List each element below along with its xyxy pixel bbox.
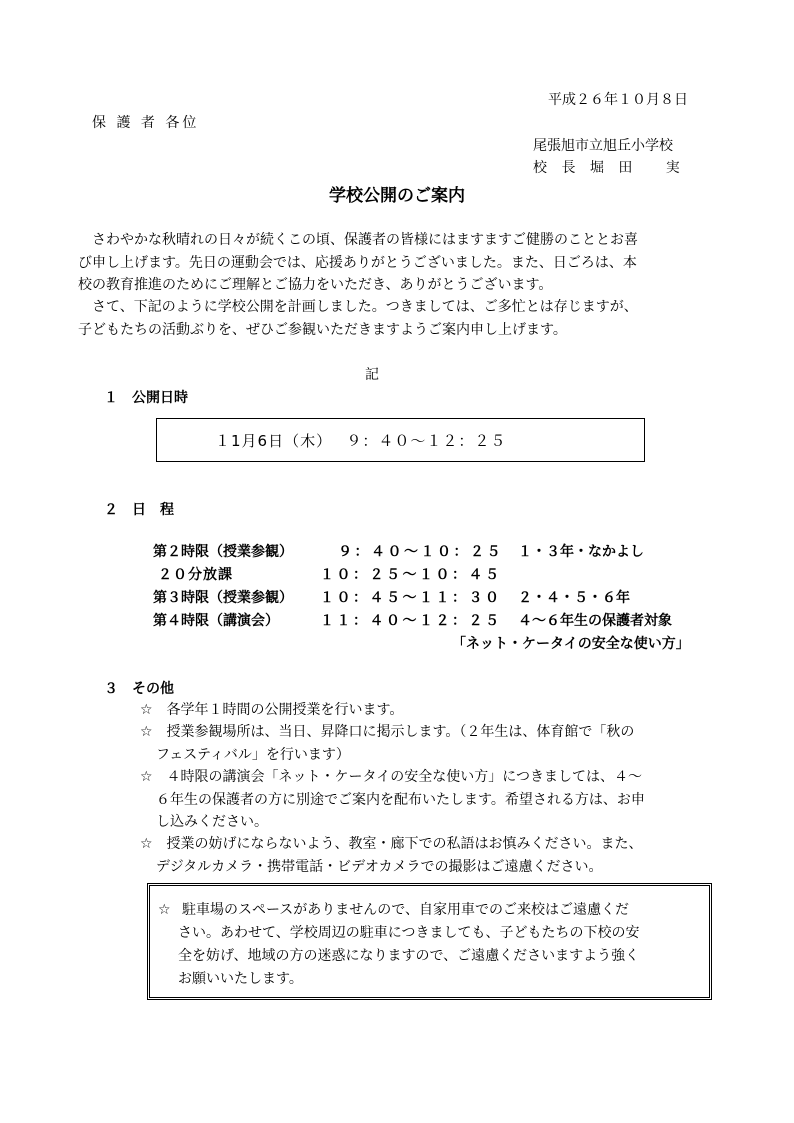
other-item bbox=[140, 721, 634, 766]
ki-marker: 記 bbox=[365, 367, 379, 383]
parking-notice-line: さい。あわせて、学校周辺の駐車につきましても、子どもたちの下校の安 bbox=[178, 925, 640, 941]
parking-notice-line: お願いいたします。 bbox=[178, 971, 303, 987]
schedule-target: ２・４・５・６年 bbox=[518, 590, 630, 606]
parking-notice-box bbox=[147, 883, 712, 1000]
other-item bbox=[140, 833, 643, 878]
schedule-time: １０：４５～１１：３０ bbox=[320, 590, 502, 606]
other-item-line: し込みください。 bbox=[156, 814, 268, 830]
schedule-period: 第３時限（授業参観） bbox=[153, 590, 293, 606]
addressee: 保 護 者 各位 bbox=[92, 115, 200, 131]
sender-school: 尾張旭市立旭丘小学校 bbox=[533, 138, 673, 154]
section-heading-other: ３ その他 bbox=[104, 681, 174, 697]
datetime-text: １1月6日（木） ９：４０～１２：２５ bbox=[215, 432, 507, 450]
schedule-period: 第２時限（授業参観） bbox=[153, 544, 293, 560]
intro-paragraph bbox=[78, 229, 730, 297]
intro-line: 校の教育推進のためにご理解とご協力をいただき、ありがとうございます。 bbox=[78, 277, 553, 293]
request-line: さて、下記のように学校公開を計画しました。つきましては、ご多忙とは存じますが、 bbox=[78, 299, 638, 315]
schedule-target: ４～６年生の保護者対象 bbox=[518, 613, 672, 629]
section-heading-schedule: ２ 日 程 bbox=[104, 502, 174, 518]
document-title: 学校公開のご案内 bbox=[329, 186, 465, 206]
parking-notice-line bbox=[158, 899, 639, 922]
sender-principal: 校 長 堀 田 実 bbox=[533, 160, 685, 176]
schedule-period: 第４時限（講演会） bbox=[153, 613, 279, 629]
schedule-time: １０：２５～１０：４５ bbox=[320, 567, 502, 583]
other-item-line: ６年生の保護者の方に別途でご案内を配布いたします。希望される方は、お申 bbox=[156, 791, 645, 808]
other-item-line: ☆ 各学年１時間の公開授業を行います。 bbox=[140, 702, 404, 718]
other-item-line: デジタルカメラ・携帯電話・ビデオカメラでの撮影はご遠慮ください。 bbox=[156, 858, 603, 875]
document-date: 平成２６年１０月８日 bbox=[548, 92, 688, 108]
parking-notice-text: 駐車場のスペースがありませんので、自家用車でのご来校はご遠慮くだ bbox=[182, 902, 630, 918]
other-item-line: ☆ ４時限の講演会「ネット・ケータイの安全な使い方」につきましては、４～ bbox=[140, 769, 642, 785]
request-line: 子どもたちの活動ぶりを、ぜひご参観いただきますようご案内申し上げます。 bbox=[78, 321, 567, 338]
other-item bbox=[140, 699, 403, 722]
intro-line: さわやかな秋晴れの日々が続くこの頃、保護者の皆様にはますますご健勝のこととお喜 bbox=[78, 232, 638, 248]
request-paragraph bbox=[78, 296, 730, 341]
schedule-time: ９：４０～１０：２５ bbox=[338, 544, 503, 560]
intro-line: び申し上げます。先日の運動会では、応援ありがとうございました。また、日ごろは、本 bbox=[78, 254, 637, 271]
datetime-box bbox=[156, 418, 645, 462]
other-item-line: ☆ 授業参観場所は、当日、昇降口に掲示します。（２年生は、体育館で「秋の bbox=[140, 724, 635, 740]
other-item-line: フェスティバル」を行います） bbox=[156, 746, 350, 763]
star-icon: ☆ bbox=[158, 902, 171, 918]
schedule-target: １・３年・なかよし bbox=[518, 544, 644, 560]
schedule-period: ２０分放課 bbox=[158, 567, 233, 583]
parking-notice-line: 全を妨げ、地域の方の迷惑になりますので、ご遠慮くださいますよう強く bbox=[178, 948, 640, 964]
parking-notice bbox=[158, 899, 639, 991]
other-item bbox=[140, 766, 645, 834]
other-item-line: ☆ 授業の妨げにならないよう、教室・廊下での私語はお慎みください。また、 bbox=[140, 836, 643, 852]
lecture-title: 「ネット・ケータイの安全な使い方」 bbox=[452, 636, 690, 652]
schedule-time: １１：４０～１２：２５ bbox=[320, 613, 502, 629]
section-heading-datetime: １ 公開日時 bbox=[104, 390, 188, 406]
